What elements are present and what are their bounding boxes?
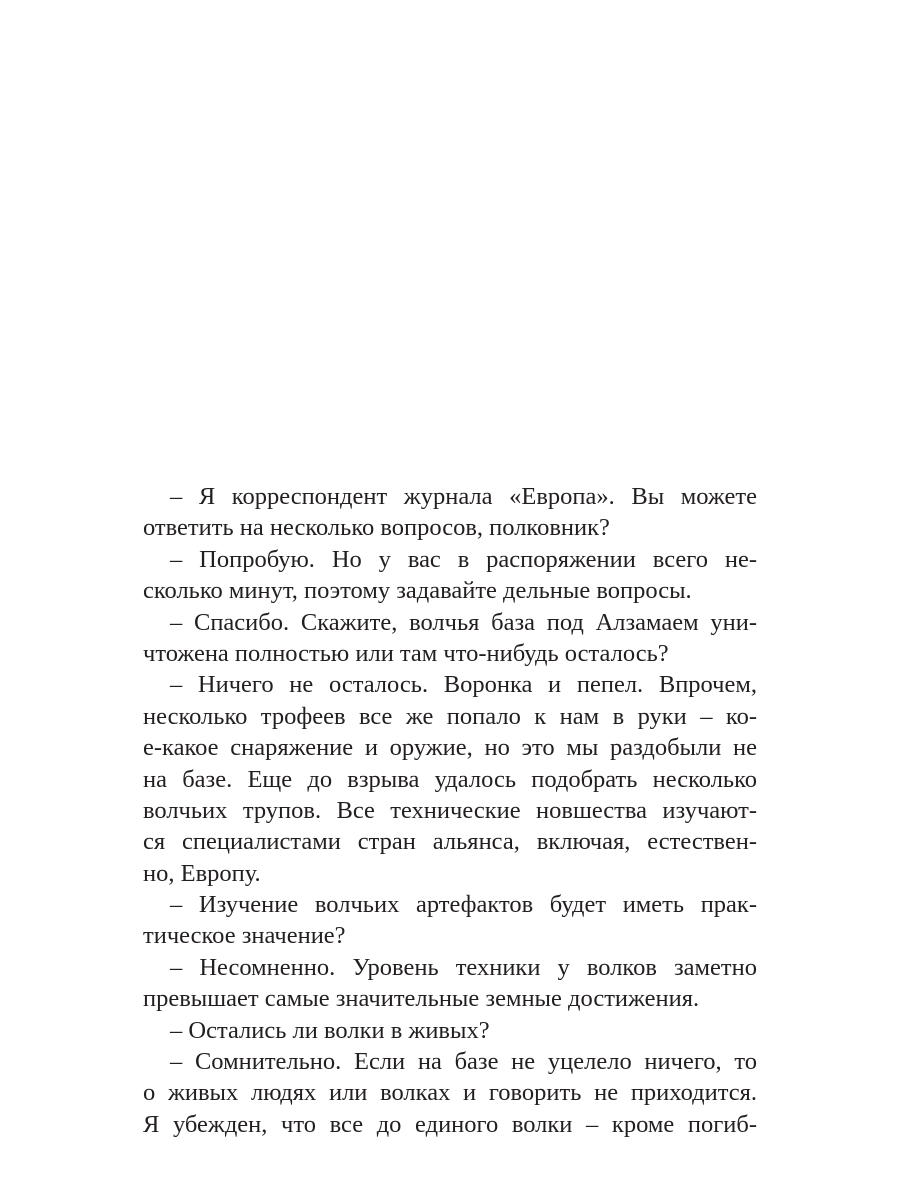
text-line: ся специалистами стран альянса, включая, естествен- xyxy=(143,828,757,856)
text-line: но, Европу. xyxy=(143,859,261,887)
text-line: на базе. Еще до взрыва удалось подобрать несколько xyxy=(143,765,757,793)
text-line: Я убежден, что все до единого волки – кроме погиб- xyxy=(143,1110,757,1138)
text-line: – Остались ли волки в живых? xyxy=(170,1016,490,1044)
text-line: – Я корреспондент журнала «Европа». Вы можете xyxy=(170,483,757,510)
text-line: – Изучение волчьих артефактов будет иметь прак- xyxy=(170,891,757,919)
body-text xyxy=(143,481,757,1140)
text-line: – Несомненно. Уровень техники у волков заметно xyxy=(170,953,757,981)
text-line: несколько трофеев все же попало к нам в руки – ко- xyxy=(143,702,757,730)
text-line: о живых людях или волках и говорить не приходится. xyxy=(143,1079,757,1107)
text-line: – Сомнительно. Если на базе не уцелело ничего, то xyxy=(170,1048,757,1076)
text-line: – Ничего не осталось. Воронка и пепел. Впрочем, xyxy=(170,671,757,699)
text-line: – Попробую. Но у вас в распоряжении всего не- xyxy=(170,545,757,573)
text-line: превышает самые значительные земные достижения. xyxy=(143,985,700,1013)
text-line: тическое значение? xyxy=(143,922,346,950)
text-line: сколько минут, поэтому задавайте дельные вопросы. xyxy=(143,577,692,605)
text-line: е-какое снаряжение и оружие, но это мы раздобыли не xyxy=(143,734,757,762)
text-line: ответить на несколько вопросов, полковник? xyxy=(143,514,610,542)
text-line: волчьих трупов. Все технические новшества изучают- xyxy=(143,796,757,824)
text-line: чтожена полностью или там что-нибудь осталось? xyxy=(143,639,669,667)
text-line: – Спасибо. Скажите, волчья база под Алзамаем уни- xyxy=(170,608,757,636)
